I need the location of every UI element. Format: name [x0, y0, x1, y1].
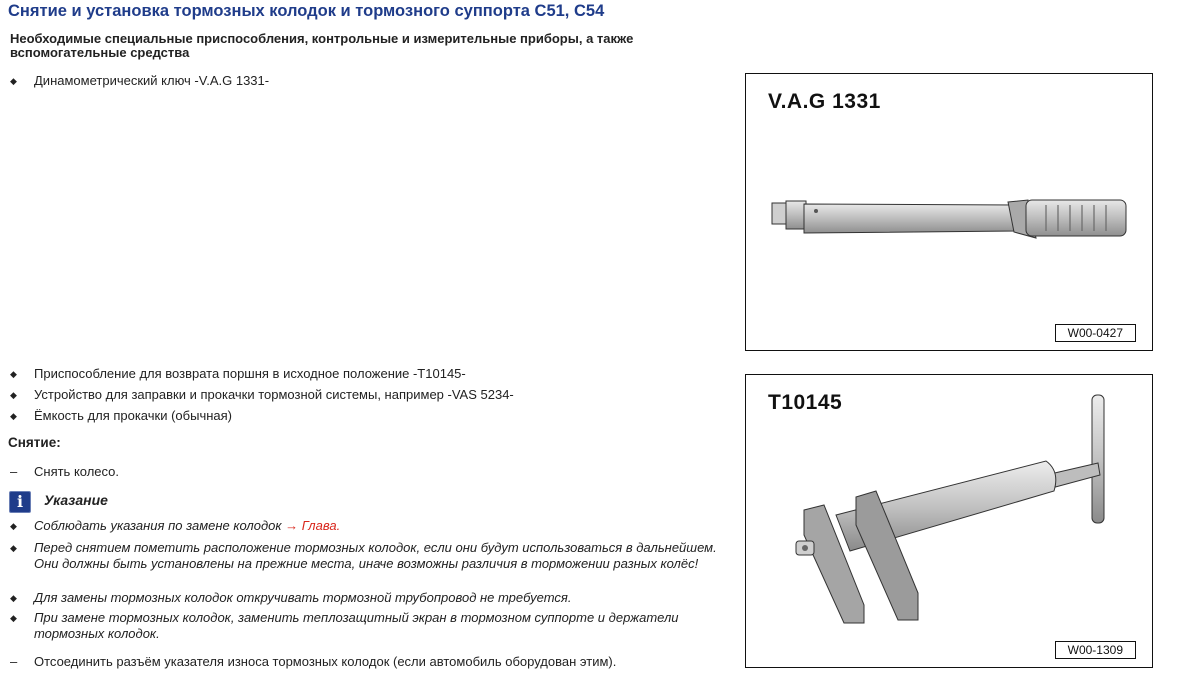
figure-label: V.A.G 1331 — [768, 90, 881, 113]
tool-text: Ёмкость для прокачки (обычная) — [34, 408, 232, 423]
bullet-marker: ◆ — [10, 76, 17, 86]
tool-text: Динамометрический ключ -V.A.G 1331- — [34, 73, 270, 88]
bullet-marker: ◆ — [10, 543, 17, 553]
step-text: Отсоединить разъём указателя износа тормозных колодок (если автомобиль оборудован этим). — [34, 654, 617, 669]
requirements-heading: Необходимые специальные приспособления, контрольные и измерительные приборы, а также вспомогательные средства — [10, 31, 634, 60]
figure-code: W00-0427 — [1055, 324, 1136, 342]
note-text: Перед снятием пометить расположение тормозных колодок, если они будут использоваться в дальнейшем. Они должны быть установлены на прежние места, иначе возможны различия в торможении разных колёс! — [34, 540, 717, 571]
figure-label: T10145 — [768, 391, 843, 414]
note-text: Для замены тормозных колодок откручивать тормозной трубопровод не требуется. — [34, 590, 572, 605]
bullet-marker: ◆ — [10, 593, 17, 603]
figure-piston-tool — [745, 374, 1153, 668]
bullet-marker: ◆ — [10, 369, 17, 379]
bullet-marker: ◆ — [10, 521, 17, 531]
removal-heading: Снятие: — [8, 435, 61, 450]
chapter-link[interactable]: → Глава. — [285, 518, 341, 533]
piston-resetting-tool-icon — [746, 375, 1151, 665]
dash-marker: – — [10, 654, 18, 669]
figure-torque-wrench — [745, 73, 1153, 351]
torque-wrench-icon — [746, 74, 1151, 349]
info-icon: i — [9, 491, 31, 513]
bullet-marker: ◆ — [10, 411, 17, 421]
bullet-marker: ◆ — [10, 390, 17, 400]
dash-marker: – — [10, 464, 18, 479]
note-heading: Указание — [44, 492, 108, 508]
note-text: Соблюдать указания по замене колодок — [34, 518, 286, 533]
tool-text: Приспособление для возврата поршня в исходное положение -T10145- — [34, 366, 466, 381]
step-text: Снять колесо. — [34, 464, 120, 479]
bullet-marker: ◆ — [10, 613, 17, 623]
note-text: При замене тормозных колодок, заменить теплозащитный экран в тормозном суппорте и держатели тормозных колодок. — [34, 610, 679, 641]
figure-code: W00-1309 — [1055, 641, 1136, 659]
page-title: Снятие и установка тормозных колодок и тормозного суппорта С51, С54 — [8, 2, 605, 20]
tool-text: Устройство для заправки и прокачки тормозной системы, например -VAS 5234- — [34, 387, 514, 402]
